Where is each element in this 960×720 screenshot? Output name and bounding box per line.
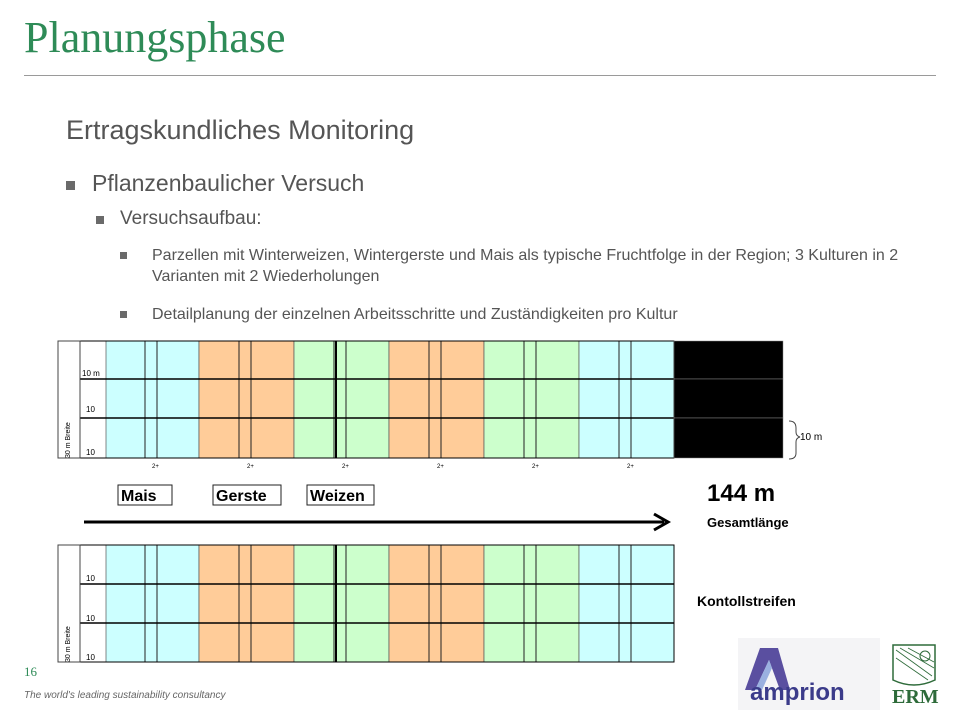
crop-label-gerste: Gerste	[216, 488, 267, 505]
plot-column-mais	[579, 341, 674, 458]
side-label: 30 m Breite	[65, 626, 72, 662]
crop-label-weizen: Weizen	[310, 488, 365, 505]
erm-logo	[892, 645, 939, 708]
strip-brace-label: 10 m	[800, 432, 823, 443]
strip-label: Baustrasse	[688, 394, 734, 404]
side-label: 30 m Breite	[65, 422, 72, 458]
total-length: 144 m	[707, 480, 776, 507]
tick-labels	[152, 464, 634, 470]
row-label: 10	[86, 574, 95, 583]
tick-label: 2+	[152, 464, 159, 470]
plot-column-weizen	[484, 341, 579, 458]
row-label: 10 m	[82, 369, 100, 378]
tick-label: 2+	[532, 464, 539, 470]
bullet-text: Detailplanung der einzelnen Arbeitsschritte und Zuständigkeiten pro Kultur	[152, 306, 678, 323]
plot-column-gerste	[389, 545, 484, 662]
row-label: 10	[86, 653, 95, 662]
plot-column-gerste	[199, 545, 294, 662]
crop-label-mais: Mais	[121, 488, 157, 505]
footer-tagline: The world's leading sustainability consultancy	[24, 690, 226, 701]
amprion-logo	[738, 638, 880, 710]
plot-column-mais	[579, 545, 674, 662]
plot-column-mais	[106, 545, 199, 662]
control-strip-label: Kontollstreifen	[697, 593, 796, 609]
amprion-wordmark: amprion	[750, 679, 845, 706]
bullet-text: Versuchsaufbau:	[120, 208, 262, 229]
tick-label: 2+	[627, 464, 634, 470]
row-label: 10	[86, 614, 95, 623]
plot-column-gerste	[199, 341, 294, 458]
page-title: Planungsphase	[24, 13, 286, 62]
total-length-label: Gesamtlänge	[707, 515, 789, 530]
bullet-text: Parzellen mit Winterweizen, Wintergerste und Mais als typische Fruchtfolge in der Region; 3 Kulturen in 2 Varianten mit 2 Wiederholungen	[152, 247, 899, 285]
plot-column-weizen	[294, 545, 389, 662]
top-plot-columns	[106, 341, 674, 458]
tick-label: 2+	[342, 464, 349, 470]
tick-label: 2+	[247, 464, 254, 470]
plot-column-weizen	[294, 341, 389, 458]
plot-column-mais	[106, 341, 199, 458]
bullet-text: Pflanzenbaulicher Versuch	[92, 170, 365, 196]
strip-brace-icon	[789, 421, 800, 459]
row-label: 10	[86, 405, 95, 414]
section-heading: Ertragskundliches Monitoring	[66, 115, 415, 145]
page-number: 16	[24, 664, 37, 679]
tick-label: 2+	[437, 464, 444, 470]
erm-wordmark: ERM	[892, 686, 939, 708]
row-label: 10	[86, 448, 95, 457]
plot-column-gerste	[389, 341, 484, 458]
plot-column-weizen	[484, 545, 579, 662]
bottom-plot-columns	[106, 545, 674, 662]
strip-label: Erdkabel	[688, 355, 724, 365]
strip-label: Erdkabel	[688, 433, 724, 443]
